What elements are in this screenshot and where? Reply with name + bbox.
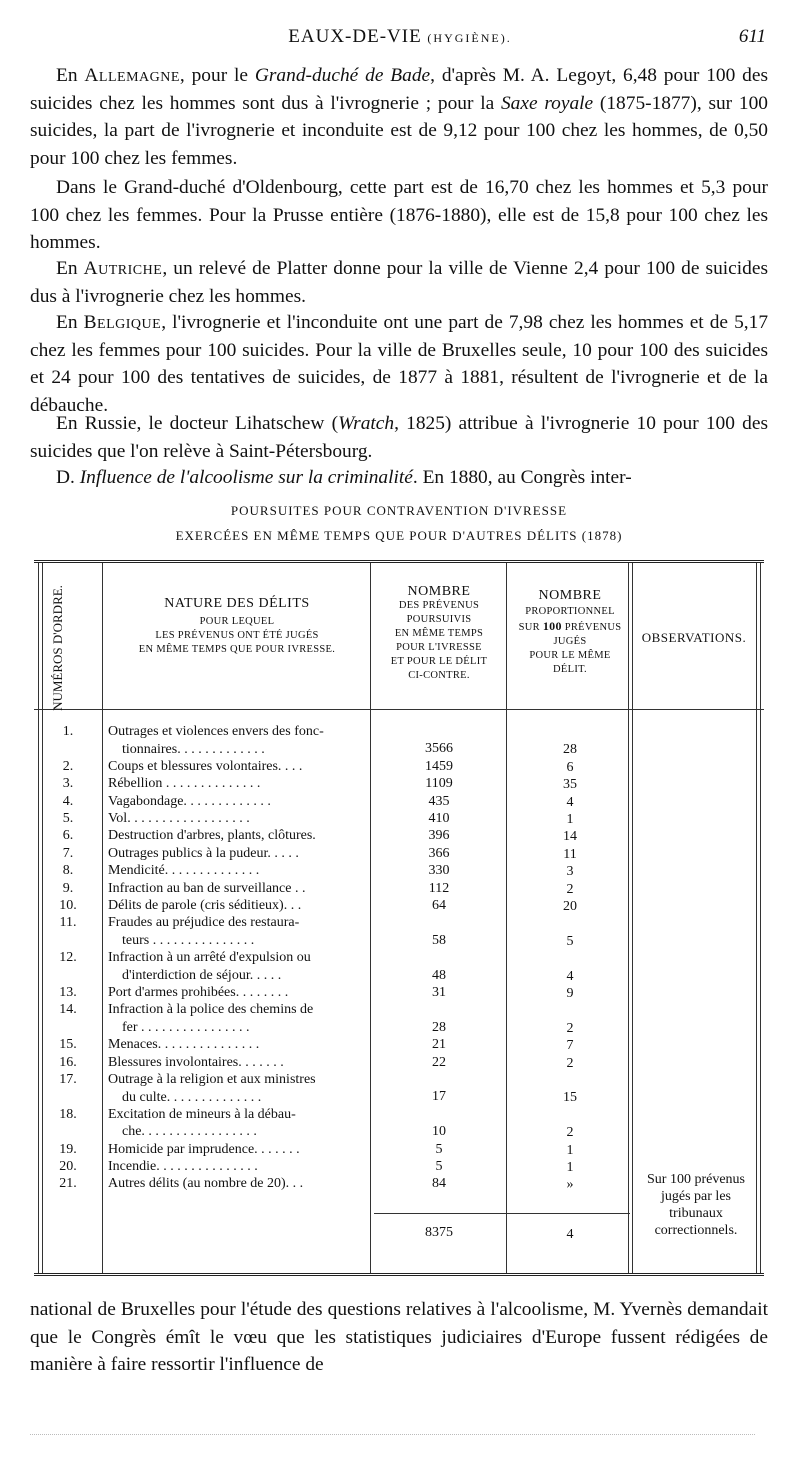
row-number: 1. bbox=[62, 724, 74, 739]
count-value: 5 bbox=[435, 1141, 443, 1157]
proportion-value: 1 bbox=[566, 812, 574, 827]
row-number: 6. bbox=[62, 828, 74, 844]
offense-label: Excitation de mineurs à la débau- che. . . . . . . . . . . . . . . . . bbox=[108, 1106, 296, 1140]
offense-label: Délits de parole (cris séditieux). . . bbox=[108, 898, 302, 913]
column-header-offense: NATURE DES DÉLITS POUR LEQUEL LES PRÉVENUS ONT ÉTÉ JUGÉS EN MÊME TEMPS QUE POUR IVRESSE. bbox=[138, 596, 336, 655]
count-value: 1459 bbox=[425, 758, 453, 774]
proportion-value: 3 bbox=[566, 864, 574, 880]
row-number: 8. bbox=[62, 863, 74, 879]
column-header-observations: OBSERVATIONS. bbox=[641, 630, 747, 645]
offense-label: Homicide par imprudence. . . . . . . bbox=[108, 1141, 300, 1157]
proportion-value: 20 bbox=[563, 899, 577, 914]
paragraph-criminality: D. Influence de l'alcoolisme sur la criminalité. En 1880, au Congrès inter- bbox=[56, 467, 632, 488]
count-value: 17 bbox=[432, 1089, 446, 1105]
proportion-value: 4 bbox=[566, 968, 574, 984]
row-number: 9. bbox=[62, 880, 74, 896]
count-value: 5 bbox=[435, 1159, 443, 1174]
column-rule bbox=[506, 563, 507, 1273]
column-rule bbox=[370, 563, 371, 1273]
proportion-value: 15 bbox=[563, 1090, 577, 1106]
column-rule bbox=[102, 563, 103, 1273]
proportion-value: 35 bbox=[563, 777, 577, 793]
total-proportion: 4 bbox=[566, 1227, 574, 1242]
row-number: 2. bbox=[62, 758, 74, 774]
paragraph-austria: En Autriche, un relevé de Platter donne pour la ville de Vienne 2,4 pour 100 de suicides dus à l'ivrognerie chez les hommes. bbox=[30, 258, 768, 307]
count-value: 10 bbox=[432, 1124, 446, 1140]
proportion-value: 5 bbox=[566, 933, 574, 949]
column-rule bbox=[756, 563, 761, 1273]
row-number: 19. bbox=[59, 1141, 77, 1157]
count-value: 330 bbox=[428, 863, 450, 879]
row-number: 15. bbox=[59, 1037, 77, 1053]
proportion-value: 7 bbox=[566, 1038, 574, 1054]
proportion-value: 28 bbox=[563, 742, 577, 758]
count-value: 1109 bbox=[425, 776, 453, 792]
count-value: 58 bbox=[432, 932, 446, 948]
page-number: 611 bbox=[738, 26, 766, 47]
proportion-value: 2 bbox=[566, 1020, 574, 1036]
offense-label: Infraction à un arrêté d'expulsion ou d'interdiction de séjour. . . . . bbox=[108, 950, 311, 983]
paragraph-oldenbourg: Dans le Grand-duché d'Oldenbourg, cette part est de 16,70 chez les hommes et 5,3 pour 100 chez les femmes. Pour la Prusse entière (1876-1880), elle est de 15,8 pour 100 chez les hommes. bbox=[30, 177, 768, 253]
count-value: 28 bbox=[432, 1019, 446, 1035]
row-number: 21. bbox=[59, 1176, 77, 1192]
count-value: 21 bbox=[432, 1037, 446, 1053]
count-value: 3566 bbox=[425, 741, 453, 757]
row-number: 4. bbox=[62, 793, 74, 809]
proportion-value: 14 bbox=[563, 829, 577, 845]
row-number: 11. bbox=[59, 915, 77, 931]
count-value: 22 bbox=[432, 1054, 446, 1070]
total-count: 8375 bbox=[425, 1225, 453, 1240]
proportion-value: 2 bbox=[566, 1125, 574, 1141]
paragraph-germany: En Allemagne, pour le Grand-duché de Bade, d'après M. A. Legoyt, 6,48 pour 100 des suicides chez les hommes sont dus à l'ivrognerie ; pour la Saxe royale (1875-1877), sur 100 suicides, la part de l'ivrognerie et inconduite est de 9,12 pour 100 chez les hommes, de 0,50 pour 100 chez les femmes. bbox=[30, 65, 769, 169]
proportion-value: 6 bbox=[566, 759, 574, 775]
proportion-value: » bbox=[566, 1177, 574, 1193]
proportion-value: 1 bbox=[566, 1160, 574, 1175]
row-number: 17. bbox=[59, 1072, 77, 1087]
count-value: 435 bbox=[428, 793, 450, 809]
proportion-value: 2 bbox=[566, 881, 574, 897]
footer-rule bbox=[30, 1434, 755, 1435]
proportion-value: 4 bbox=[566, 794, 574, 810]
observation-note: Sur 100 prévenus jugés par les tribunaux correctionnels. bbox=[647, 1172, 745, 1238]
proportion-value: 9 bbox=[566, 986, 574, 1001]
row-number: 20. bbox=[59, 1159, 77, 1174]
count-value: 84 bbox=[432, 1176, 446, 1192]
column-header-proportion: NOMBRE PROPORTIONNEL SUR 100 PRÉVENUS JUGÉS POUR LE MÊME DÉLIT. bbox=[518, 588, 622, 675]
count-value: 410 bbox=[428, 811, 450, 826]
count-value: 112 bbox=[428, 880, 450, 896]
offense-label: Rébellion . . . . . . . . . . . . . . bbox=[108, 776, 261, 792]
offense-label: Mendicité. . . . . . . . . . . . . . bbox=[108, 863, 260, 879]
count-value: 366 bbox=[428, 845, 450, 861]
offense-label: Fraudes au préjudice des restaura- teurs . . . . . . . . . . . . . . . bbox=[108, 915, 300, 948]
offense-label: Incendie. . . . . . . . . . . . . . . bbox=[108, 1159, 258, 1174]
offense-label: Port d'armes prohibées. . . . . . . . bbox=[108, 985, 289, 1000]
row-number: 16. bbox=[59, 1054, 77, 1070]
offense-label: Infraction à la police des chemins de fer . . . . . . . . . . . . . . . . bbox=[108, 1002, 314, 1035]
table-title: POURSUITES POUR CONTRAVENTION D'IVRESSE bbox=[230, 503, 568, 518]
offense-label: Vol. . . . . . . . . . . . . . . . . . bbox=[108, 811, 250, 826]
count-value: 396 bbox=[428, 828, 450, 844]
proportion-value: 2 bbox=[566, 1055, 574, 1071]
column-header-number: NUMÉROS D'ORDRE. bbox=[50, 585, 65, 711]
table-subtitle: EXERCÉES EN MÊME TEMPS QUE POUR D'AUTRES DÉLITS (1878) bbox=[175, 528, 623, 543]
row-number: 3. bbox=[62, 776, 74, 792]
page-title: EAUX-DE-VIE (HYGIÈNE). bbox=[288, 26, 512, 47]
total-rule bbox=[374, 1213, 630, 1214]
row-number: 12. bbox=[59, 950, 77, 966]
count-value: 64 bbox=[432, 898, 446, 913]
running-header bbox=[30, 26, 770, 56]
row-number: 18. bbox=[59, 1106, 77, 1122]
column-header-count: NOMBRE DES PRÉVENUS POURSUIVIS EN MÊME TEMPS POUR L'IVRESSE ET POUR LE DÉLIT CI-CONTRE. bbox=[390, 584, 488, 681]
count-value: 48 bbox=[432, 967, 446, 983]
offense-label: Coups et blessures volontaires. . . . bbox=[108, 758, 303, 774]
count-value: 31 bbox=[432, 985, 446, 1000]
row-number: 13. bbox=[59, 985, 77, 1000]
row-number: 10. bbox=[59, 898, 77, 913]
paragraph-belgium: En Belgique, l'ivrognerie et l'inconduite ont une part de 7,98 chez les hommes et de 5,17 chez les femmes pour 100 suicides. Pour la ville de Bruxelles seule, 10 pour 100 des suicides et 24 pour 100 des tentatives de suicides, de 1877 à 1881, résultent de l'ivrognerie et de la débauche. bbox=[30, 312, 769, 416]
offense-label: Vagabondage. . . . . . . . . . . . . bbox=[108, 793, 271, 809]
offense-label: Autres délits (au nombre de 20). . . bbox=[108, 1176, 304, 1192]
offense-label: Infraction au ban de surveillance . . bbox=[108, 880, 306, 896]
offense-label: Menaces. . . . . . . . . . . . . . . bbox=[108, 1037, 260, 1053]
paragraph-continuation: national de Bruxelles pour l'étude des questions relatives à l'alcoolisme, M. Yvernès demandait que le Congrès émît le vœu que les statistiques judiciaires d'Europe fussent rédigées de manière à faire ressortir l'influence de bbox=[30, 1299, 768, 1375]
header-rule bbox=[34, 709, 764, 710]
proportion-value: 11 bbox=[563, 846, 577, 862]
row-number: 5. bbox=[62, 811, 74, 826]
offense-label: Outrage à la religion et aux ministres du culte. . . . . . . . . . . . . . bbox=[108, 1072, 316, 1105]
offense-label: Outrages publics à la pudeur. . . . . bbox=[108, 845, 299, 861]
row-number: 7. bbox=[62, 845, 74, 861]
offense-table bbox=[34, 560, 764, 1276]
row-number: 14. bbox=[59, 1002, 77, 1018]
paragraph-russia: En Russie, le docteur Lihatschew (Wratch, 1825) attribue à l'ivrognerie 10 pour 100 des suicides que l'on relève à Saint-Pétersbourg. bbox=[30, 413, 768, 462]
offense-label: Destruction d'arbres, plants, clôtures. bbox=[108, 828, 316, 844]
offense-label: Outrages et violences envers des fonc- tionnaires. . . . . . . . . . . . . bbox=[108, 724, 324, 757]
offense-label: Blessures involontaires. . . . . . . bbox=[108, 1054, 284, 1070]
proportion-value: 1 bbox=[566, 1142, 574, 1158]
